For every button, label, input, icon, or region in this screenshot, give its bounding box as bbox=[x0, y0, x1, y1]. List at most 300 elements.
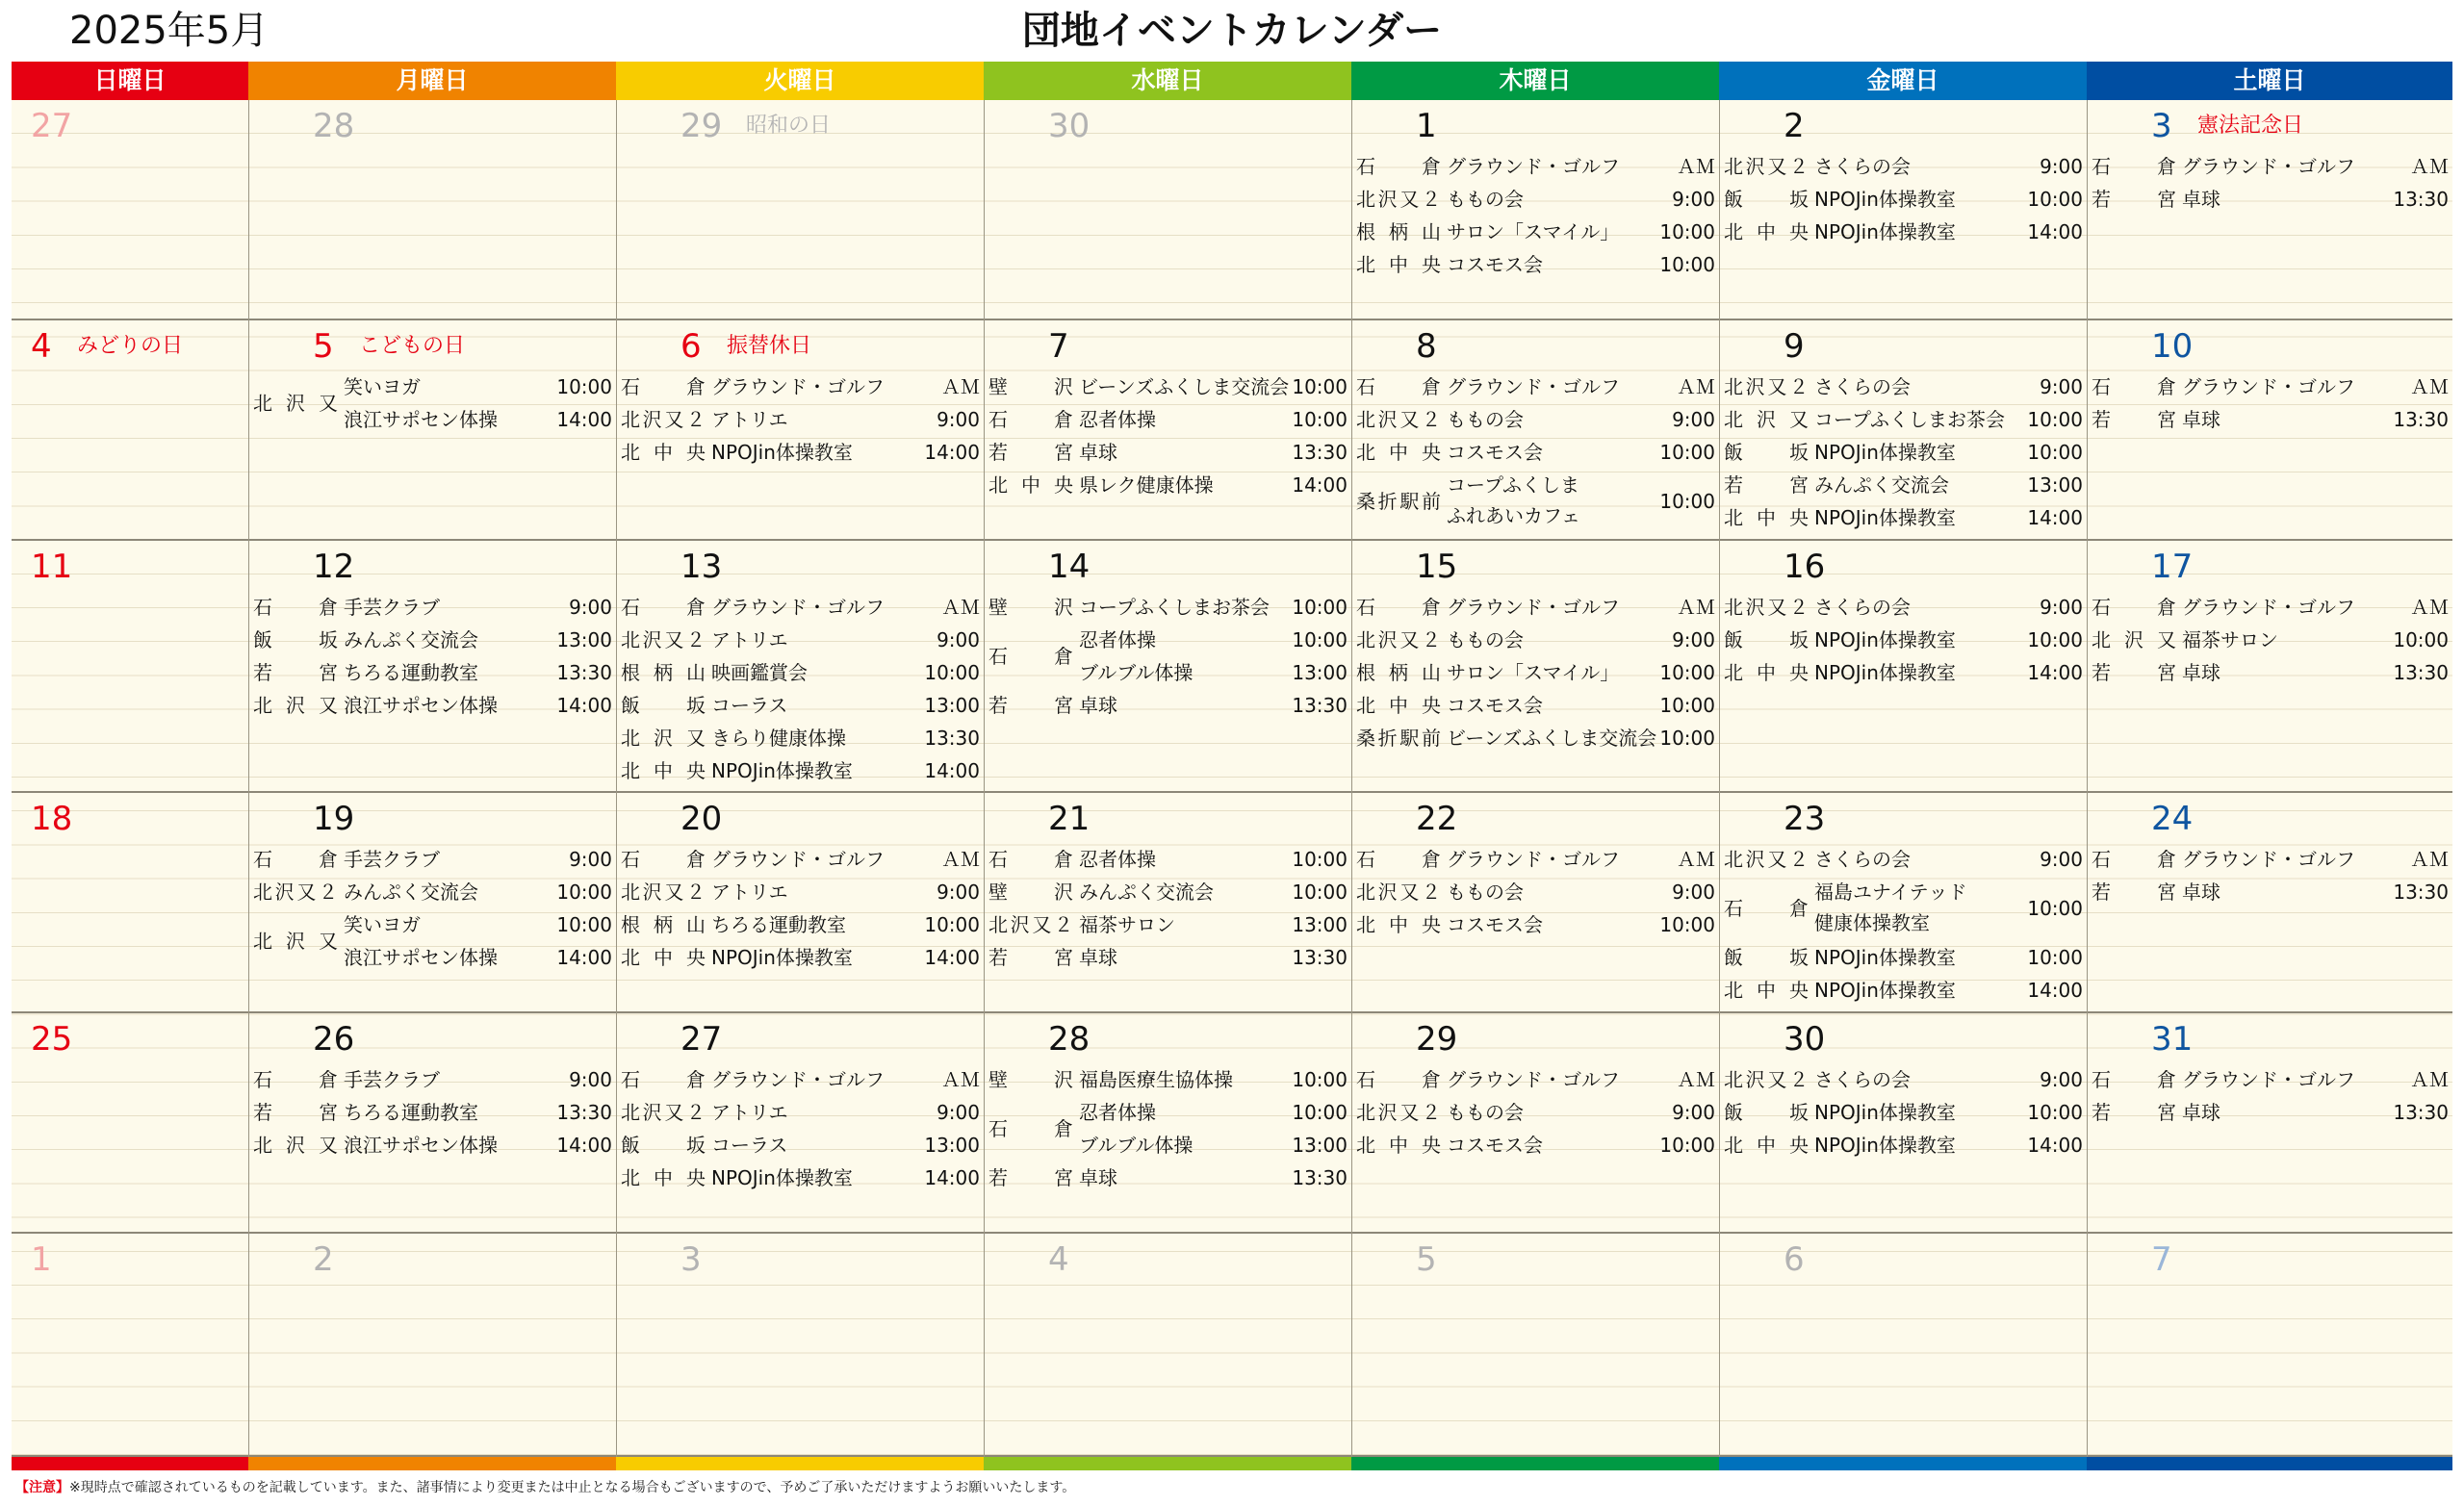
event-place: 北沢又 bbox=[253, 1134, 338, 1157]
event-place: 石倉 bbox=[988, 645, 1073, 668]
event-place: 北沢又２ bbox=[621, 1101, 706, 1124]
weekday-header: 金曜日 bbox=[1719, 62, 2087, 100]
event-name: グラウンド・ゴルフ bbox=[1447, 1068, 1620, 1091]
day-number: 5 bbox=[1416, 1240, 1437, 1279]
event-name: 福島ユナイテッド bbox=[1814, 881, 1967, 904]
event-name: みんぷく交流会 bbox=[1814, 473, 1949, 497]
event-row bbox=[1724, 1129, 2083, 1161]
calendar-day bbox=[2087, 1234, 2452, 1457]
day-number: 12 bbox=[313, 548, 355, 586]
event-time: 10:00 bbox=[1659, 1134, 1715, 1157]
calendar-day bbox=[616, 793, 984, 1013]
event-place: 北中央 bbox=[1356, 694, 1441, 717]
event-place: 若宮 bbox=[253, 661, 338, 684]
event-row bbox=[1724, 624, 2083, 656]
calendar-day bbox=[984, 1234, 1351, 1457]
event-name: NPOJin体操教室 bbox=[1814, 979, 1956, 1002]
event-time: 10:00 bbox=[1659, 913, 1715, 936]
event-row bbox=[621, 1129, 980, 1161]
event-place: 北中央 bbox=[1724, 661, 1809, 684]
event-place: 北沢又２ bbox=[1724, 375, 1809, 398]
holiday-name: みどりの日 bbox=[77, 334, 184, 358]
event-name: NPOJin体操教室 bbox=[1814, 1101, 1956, 1124]
weekday-header: 火曜日 bbox=[616, 62, 984, 100]
event-time: 10:00 bbox=[2027, 408, 2083, 431]
event-time: 14:00 bbox=[2027, 506, 2083, 529]
event-row bbox=[1724, 876, 2083, 941]
event-name: みんぷく交流会 bbox=[1079, 881, 1214, 904]
event-time: 10:00 bbox=[1659, 441, 1715, 464]
event-row bbox=[2092, 843, 2449, 876]
event-row bbox=[2092, 624, 2449, 656]
event-row bbox=[253, 1063, 612, 1096]
event-row bbox=[621, 591, 980, 624]
event-place: 石倉 bbox=[253, 848, 338, 871]
calendar-day bbox=[1719, 1234, 2087, 1457]
event-place: 桑折駅前 bbox=[1356, 490, 1441, 513]
event-row bbox=[621, 876, 980, 908]
event-place: 北中央 bbox=[1356, 913, 1441, 936]
event-place: 石倉 bbox=[988, 408, 1073, 431]
event-time: 10:00 bbox=[556, 375, 612, 398]
event-time: 9:00 bbox=[1672, 408, 1715, 431]
event-row bbox=[621, 1096, 980, 1129]
event-name: ビーンズふくしま交流会 bbox=[1447, 727, 1657, 750]
event-time: ＡＭ bbox=[1677, 848, 1715, 871]
event-row bbox=[253, 403, 612, 436]
event-name: 卓球 bbox=[2182, 188, 2220, 211]
day-number: 26 bbox=[313, 1020, 355, 1059]
event-row bbox=[621, 656, 980, 689]
event-place: 飯坂 bbox=[1724, 441, 1809, 464]
day-number: 27 bbox=[680, 1020, 723, 1059]
event-place: 石倉 bbox=[2092, 155, 2176, 178]
event-row bbox=[1356, 436, 1715, 469]
event-row bbox=[988, 876, 1348, 908]
note-text: ※現時点で確認されているものを記載しています。また、諸事情により変更または中止となる場合もございますので、予めご了承いただけますようお願いいたします。 bbox=[69, 1480, 1076, 1495]
event-name: グラウンド・ゴルフ bbox=[2182, 848, 2355, 871]
event-time: 9:00 bbox=[937, 881, 980, 904]
event-name: サロン「スマイル」 bbox=[1447, 220, 1620, 243]
event-time: 13:00 bbox=[2027, 473, 2083, 497]
day-number: 28 bbox=[313, 107, 355, 145]
calendar-day bbox=[248, 320, 616, 541]
event-name: 卓球 bbox=[1079, 441, 1117, 464]
day-number: 2 bbox=[313, 1240, 334, 1279]
event-name: NPOJin体操教室 bbox=[1814, 628, 1956, 651]
event-time: 13:00 bbox=[1292, 913, 1348, 936]
event-row bbox=[988, 1129, 1348, 1161]
weekday-header: 木曜日 bbox=[1351, 62, 1719, 100]
event-row bbox=[2092, 591, 2449, 624]
day-number: 2 bbox=[1784, 107, 1805, 145]
event-place: 根柄山 bbox=[1356, 220, 1441, 243]
event-time: 10:00 bbox=[2027, 897, 2083, 920]
event-place: 北中央 bbox=[621, 759, 706, 782]
event-name: ももの会 bbox=[1447, 628, 1524, 651]
bottom-color-bar bbox=[12, 1457, 2452, 1470]
event-name: ももの会 bbox=[1447, 408, 1524, 431]
event-place: 石倉 bbox=[988, 1117, 1073, 1140]
event-row bbox=[988, 624, 1348, 668]
event-time: 14:00 bbox=[556, 1134, 612, 1157]
event-row bbox=[988, 689, 1348, 722]
event-row bbox=[621, 941, 980, 974]
calendar-day bbox=[1719, 793, 2087, 1013]
day-number: 4 bbox=[31, 327, 52, 366]
calendar-day bbox=[12, 100, 248, 320]
event-time: 13:30 bbox=[2393, 661, 2449, 684]
event-row bbox=[2092, 876, 2449, 908]
event-name: ブルブル体操 bbox=[1079, 1134, 1194, 1157]
holiday-name: 振替休日 bbox=[727, 334, 812, 358]
event-time: 13:30 bbox=[1292, 1166, 1348, 1189]
calendar-day bbox=[616, 320, 984, 541]
event-name: NPOJin体操教室 bbox=[1814, 220, 1956, 243]
event-place: 石倉 bbox=[621, 375, 706, 398]
event-name: さくらの会 bbox=[1814, 596, 1911, 619]
event-name: コスモス会 bbox=[1447, 441, 1543, 464]
calendar-day bbox=[2087, 1013, 2452, 1234]
calendar-week bbox=[12, 100, 2452, 320]
event-place: 石倉 bbox=[621, 596, 706, 619]
event-time: ＡＭ bbox=[2410, 848, 2449, 871]
event-place: 若宮 bbox=[2092, 881, 2176, 904]
event-time: 10:00 bbox=[556, 913, 612, 936]
event-place: 石倉 bbox=[253, 1068, 338, 1091]
event-time: 9:00 bbox=[569, 596, 612, 619]
event-row bbox=[2092, 1096, 2449, 1129]
event-place: 桑折駅前 bbox=[1356, 727, 1441, 750]
event-time: 10:00 bbox=[1659, 694, 1715, 717]
event-time: 14:00 bbox=[2027, 220, 2083, 243]
event-time: ＡＭ bbox=[2410, 375, 2449, 398]
event-name: 卓球 bbox=[1079, 694, 1117, 717]
event-row bbox=[253, 656, 612, 689]
event-place: 根柄山 bbox=[621, 661, 706, 684]
event-name: みんぷく交流会 bbox=[344, 881, 478, 904]
event-name: グラウンド・ゴルフ bbox=[711, 848, 885, 871]
event-row bbox=[2092, 403, 2449, 436]
event-time: 10:00 bbox=[1659, 253, 1715, 276]
event-row bbox=[621, 403, 980, 436]
event-time: 9:00 bbox=[2040, 848, 2083, 871]
day-number: 30 bbox=[1048, 107, 1091, 145]
event-name: さくらの会 bbox=[1814, 155, 1911, 178]
calendar-day bbox=[1719, 320, 2087, 541]
calendar-day bbox=[1719, 541, 2087, 793]
event-row bbox=[988, 469, 1348, 501]
weekday-header: 水曜日 bbox=[984, 62, 1351, 100]
event-name: グラウンド・ゴルフ bbox=[2182, 596, 2355, 619]
event-place: 北中央 bbox=[1724, 979, 1809, 1002]
event-row bbox=[621, 843, 980, 876]
day-number: 20 bbox=[680, 800, 723, 838]
event-name: 卓球 bbox=[2182, 881, 2220, 904]
event-row bbox=[621, 370, 980, 403]
event-row bbox=[1724, 183, 2083, 216]
day-number: 6 bbox=[680, 327, 702, 366]
event-place: 壁沢 bbox=[988, 881, 1073, 904]
event-time: 10:00 bbox=[2027, 628, 2083, 651]
day-number: 6 bbox=[1784, 1240, 1805, 1279]
event-name: 手芸クラブ bbox=[344, 1068, 440, 1091]
event-place: 石倉 bbox=[621, 848, 706, 871]
holiday-name: 憲法記念日 bbox=[2197, 114, 2304, 138]
event-place: 飯坂 bbox=[1724, 628, 1809, 651]
event-row bbox=[1356, 591, 1715, 624]
calendar-day bbox=[616, 1013, 984, 1234]
event-time: 10:00 bbox=[1292, 375, 1348, 398]
event-place: 北中央 bbox=[621, 1166, 706, 1189]
event-name: アトリエ bbox=[711, 408, 788, 431]
event-time: 13:30 bbox=[2393, 881, 2449, 904]
event-place: 北中央 bbox=[621, 441, 706, 464]
event-time: 14:00 bbox=[924, 759, 980, 782]
event-name: 福島医療生協体操 bbox=[1079, 1068, 1233, 1091]
event-time: 10:00 bbox=[1292, 628, 1348, 651]
event-place: 北沢又 bbox=[253, 392, 338, 415]
event-place: 北沢又２ bbox=[988, 913, 1073, 936]
event-time: ＡＭ bbox=[1677, 1068, 1715, 1091]
calendar-day bbox=[12, 1013, 248, 1234]
event-name: 卓球 bbox=[1079, 946, 1117, 969]
event-name: ちろる運動教室 bbox=[711, 913, 846, 936]
calendar-day bbox=[248, 793, 616, 1013]
event-time: 9:00 bbox=[569, 848, 612, 871]
event-name: みんぷく交流会 bbox=[344, 628, 478, 651]
event-name: NPOJin体操教室 bbox=[1814, 506, 1956, 529]
event-time: 10:00 bbox=[1292, 848, 1348, 871]
event-name: ももの会 bbox=[1447, 188, 1524, 211]
event-time: 9:00 bbox=[937, 1101, 980, 1124]
event-place: 北沢又 bbox=[253, 694, 338, 717]
event-time: 9:00 bbox=[2040, 1068, 2083, 1091]
event-name: さくらの会 bbox=[1814, 375, 1911, 398]
event-row bbox=[1724, 370, 2083, 403]
event-row bbox=[253, 941, 612, 974]
event-time: 14:00 bbox=[556, 694, 612, 717]
weekday-header: 日曜日 bbox=[12, 62, 248, 100]
event-row bbox=[988, 1161, 1348, 1194]
event-place: 北沢又 bbox=[253, 930, 338, 953]
event-place: 石倉 bbox=[2092, 375, 2176, 398]
event-time: ＡＭ bbox=[941, 596, 980, 619]
event-time: 10:00 bbox=[2027, 946, 2083, 969]
event-time: 13:30 bbox=[2393, 188, 2449, 211]
event-time: 10:00 bbox=[1292, 881, 1348, 904]
event-row bbox=[253, 370, 612, 415]
event-time: 14:00 bbox=[924, 441, 980, 464]
event-place: 石倉 bbox=[1356, 375, 1441, 398]
event-row bbox=[621, 1161, 980, 1194]
event-name: ちろる運動教室 bbox=[344, 1101, 478, 1124]
event-place: 北中央 bbox=[1724, 506, 1809, 529]
event-time: 9:00 bbox=[2040, 375, 2083, 398]
event-row bbox=[253, 876, 612, 908]
event-place: 飯坂 bbox=[253, 628, 338, 651]
event-time: 10:00 bbox=[1659, 727, 1715, 750]
calendar-day bbox=[12, 793, 248, 1013]
event-name: 映画鑑賞会 bbox=[711, 661, 808, 684]
event-place: 北中央 bbox=[1724, 220, 1809, 243]
event-time: 13:30 bbox=[1292, 441, 1348, 464]
event-time: 9:00 bbox=[1672, 628, 1715, 651]
event-place: 北沢又２ bbox=[1724, 596, 1809, 619]
event-place: 北沢又２ bbox=[1356, 881, 1441, 904]
event-time: 9:00 bbox=[1672, 881, 1715, 904]
event-place: 北沢又 bbox=[1724, 408, 1809, 431]
event-time: 13:30 bbox=[2393, 408, 2449, 431]
event-name: NPOJin体操教室 bbox=[1814, 188, 1956, 211]
event-name: ブルブル体操 bbox=[1079, 661, 1194, 684]
event-place: 北中央 bbox=[988, 473, 1073, 497]
event-name: グラウンド・ゴルフ bbox=[1447, 155, 1620, 178]
event-row bbox=[988, 436, 1348, 469]
calendar-day bbox=[1719, 100, 2087, 320]
event-row bbox=[1724, 843, 2083, 876]
event-name: さくらの会 bbox=[1814, 848, 1911, 871]
day-number: 9 bbox=[1784, 327, 1805, 366]
event-name: 忍者体操 bbox=[1079, 1101, 1156, 1124]
calendar-day bbox=[984, 541, 1351, 793]
event-row bbox=[1724, 403, 2083, 436]
event-row bbox=[2092, 656, 2449, 689]
event-time: ＡＭ bbox=[1677, 155, 1715, 178]
event-time: 9:00 bbox=[937, 628, 980, 651]
event-time: 10:00 bbox=[924, 661, 980, 684]
event-place: 北中央 bbox=[1356, 1134, 1441, 1157]
event-time: ＡＭ bbox=[2410, 1068, 2449, 1091]
calendar-day bbox=[616, 100, 984, 320]
event-row bbox=[1356, 248, 1715, 281]
weekday-header: 土曜日 bbox=[2087, 62, 2452, 100]
calendar-day bbox=[984, 1013, 1351, 1234]
weekday-header: 月曜日 bbox=[248, 62, 616, 100]
event-row bbox=[621, 689, 980, 722]
event-row bbox=[988, 403, 1348, 436]
bottom-bar-segment bbox=[1351, 1457, 1719, 1470]
event-name: NPOJin体操教室 bbox=[711, 759, 853, 782]
event-place: 北沢又 bbox=[2092, 628, 2176, 651]
day-number: 22 bbox=[1416, 800, 1458, 838]
event-row bbox=[1724, 216, 2083, 248]
event-row bbox=[1356, 469, 1715, 534]
event-row bbox=[1724, 469, 2083, 501]
bottom-bar-segment bbox=[12, 1457, 248, 1470]
event-place: 石倉 bbox=[1724, 897, 1809, 920]
event-time: 10:00 bbox=[1659, 220, 1715, 243]
event-time: 10:00 bbox=[556, 881, 612, 904]
event-name-line2: ふれあいカフェ bbox=[1447, 504, 1580, 527]
event-row bbox=[253, 843, 612, 876]
event-row bbox=[253, 689, 612, 722]
event-name: 卓球 bbox=[2182, 661, 2220, 684]
event-row bbox=[988, 843, 1348, 876]
event-place: 北中央 bbox=[1356, 253, 1441, 276]
event-row bbox=[1356, 624, 1715, 656]
event-time: 10:00 bbox=[1292, 1068, 1348, 1091]
event-row bbox=[988, 656, 1348, 689]
event-row bbox=[1724, 656, 2083, 689]
event-place: 北沢又２ bbox=[1356, 188, 1441, 211]
event-time: 13:30 bbox=[924, 727, 980, 750]
event-time: 10:00 bbox=[1292, 596, 1348, 619]
event-name: グラウンド・ゴルフ bbox=[2182, 1068, 2355, 1091]
event-row bbox=[1356, 150, 1715, 183]
event-row bbox=[1724, 591, 2083, 624]
event-place: 石倉 bbox=[253, 596, 338, 619]
event-row bbox=[621, 624, 980, 656]
event-row bbox=[621, 908, 980, 941]
event-name: コーラス bbox=[711, 1134, 788, 1157]
event-row bbox=[253, 624, 612, 656]
event-row bbox=[988, 591, 1348, 624]
day-number: 1 bbox=[1416, 107, 1437, 145]
event-name: NPOJin体操教室 bbox=[711, 1166, 853, 1189]
event-name: ちろる運動教室 bbox=[344, 661, 478, 684]
event-time: 14:00 bbox=[924, 1166, 980, 1189]
event-time: 10:00 bbox=[2027, 441, 2083, 464]
event-time: 13:00 bbox=[924, 1134, 980, 1157]
event-time: 10:00 bbox=[2393, 628, 2449, 651]
event-place: 石倉 bbox=[1356, 1068, 1441, 1091]
event-row bbox=[988, 1063, 1348, 1096]
event-name: ももの会 bbox=[1447, 1101, 1524, 1124]
bottom-bar-segment bbox=[1719, 1457, 2087, 1470]
event-name: グラウンド・ゴルフ bbox=[711, 375, 885, 398]
calendar-day bbox=[1351, 100, 1719, 320]
event-time: 9:00 bbox=[2040, 155, 2083, 178]
event-time: 13:30 bbox=[2393, 1101, 2449, 1124]
event-place: 若宮 bbox=[988, 694, 1073, 717]
event-name: NPOJin体操教室 bbox=[1814, 1134, 1956, 1157]
event-place: 石倉 bbox=[621, 1068, 706, 1091]
event-time: 10:00 bbox=[2027, 1101, 2083, 1124]
event-row bbox=[2092, 1063, 2449, 1096]
day-number: 29 bbox=[1416, 1020, 1458, 1059]
event-time: 10:00 bbox=[924, 913, 980, 936]
calendar-day bbox=[12, 1234, 248, 1457]
event-time: 9:00 bbox=[937, 408, 980, 431]
event-time: 14:00 bbox=[556, 946, 612, 969]
event-place: 若宮 bbox=[2092, 661, 2176, 684]
event-place: 北中央 bbox=[1356, 441, 1441, 464]
event-place: 飯坂 bbox=[621, 694, 706, 717]
event-time: 14:00 bbox=[2027, 1134, 2083, 1157]
event-name-line2: 健康体操教室 bbox=[1814, 911, 1930, 934]
event-place: 北沢又 bbox=[621, 727, 706, 750]
day-number: 24 bbox=[2151, 800, 2194, 838]
event-name: グラウンド・ゴルフ bbox=[1447, 375, 1620, 398]
calendar-day bbox=[248, 1234, 616, 1457]
event-place: 飯坂 bbox=[1724, 188, 1809, 211]
event-place: 石倉 bbox=[2092, 848, 2176, 871]
day-number: 18 bbox=[31, 800, 73, 838]
event-time: 10:00 bbox=[2027, 188, 2083, 211]
event-row bbox=[1724, 1096, 2083, 1129]
event-place: 根柄山 bbox=[1356, 661, 1441, 684]
event-row bbox=[1356, 216, 1715, 248]
event-place: 飯坂 bbox=[1724, 946, 1809, 969]
day-number: 15 bbox=[1416, 548, 1458, 586]
event-place: 若宮 bbox=[253, 1101, 338, 1124]
event-name: 忍者体操 bbox=[1079, 408, 1156, 431]
event-row bbox=[253, 1096, 612, 1129]
event-time: 10:00 bbox=[1292, 408, 1348, 431]
event-row bbox=[1356, 1096, 1715, 1129]
day-number: 21 bbox=[1048, 800, 1091, 838]
